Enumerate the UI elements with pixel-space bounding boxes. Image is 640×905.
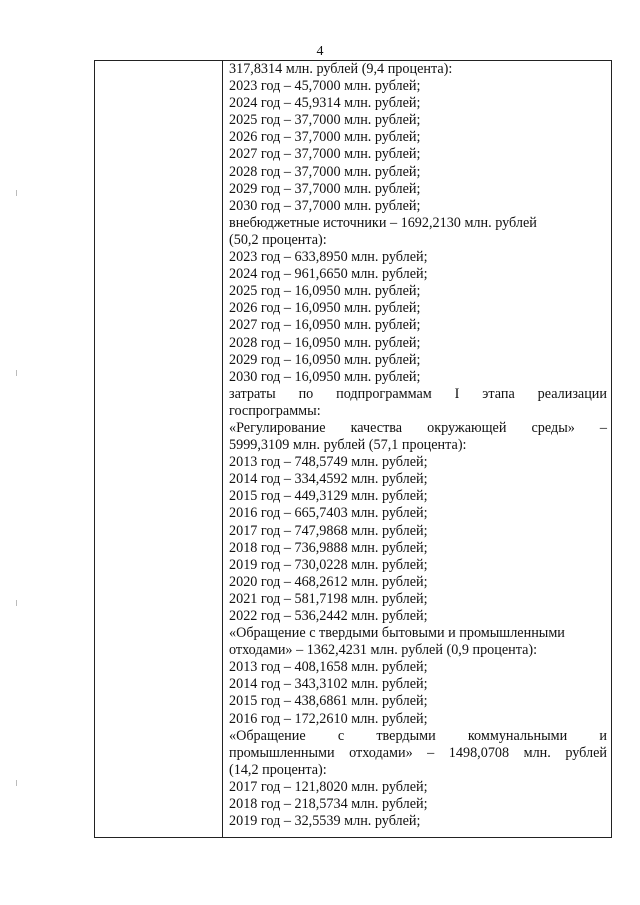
text-line: 2028 год – 37,7000 млн. рублей;: [229, 163, 421, 180]
text-line: 2013 год – 748,5749 млн. рублей;: [229, 454, 428, 471]
text-line: 2019 год – 32,5539 млн. рублей;: [229, 813, 421, 830]
text-line: (14,2 процента):: [229, 761, 327, 778]
text-line: 5999,3109 млн. рублей (57,1 процента):: [229, 437, 467, 454]
column-divider: [222, 60, 223, 838]
text-line: 2029 год – 16,0950 млн. рублей;: [229, 351, 421, 368]
scan-artifact: [16, 600, 17, 606]
text-line: госпрограммы:: [229, 402, 321, 419]
text-line: 2023 год – 45,7000 млн. рублей;: [229, 78, 421, 95]
text-line: 2029 год – 37,7000 млн. рублей;: [229, 180, 421, 197]
text-line: 2023 год – 633,8950 млн. рублей;: [229, 249, 428, 266]
text-line: промышленными отходами» – 1498,0708 млн. рублей: [229, 744, 607, 761]
table-content-cell: [229, 61, 607, 830]
text-line: «Обращение с твердыми коммунальными и: [229, 727, 607, 744]
text-line: 2014 год – 334,4592 млн. рублей;: [229, 471, 428, 488]
text-line: 2025 год – 37,7000 млн. рублей;: [229, 112, 421, 129]
text-line: 2030 год – 37,7000 млн. рублей;: [229, 197, 421, 214]
text-line: 2015 год – 449,3129 млн. рублей;: [229, 488, 428, 505]
text-line: 2015 год – 438,6861 млн. рублей;: [229, 693, 428, 710]
text-line: затраты по подпрограммам I этапа реализации: [229, 385, 607, 402]
text-line: внебюджетные источники – 1692,2130 млн. рублей: [229, 214, 537, 231]
text-line: 2028 год – 16,0950 млн. рублей;: [229, 334, 421, 351]
text-line: 2026 год – 37,7000 млн. рублей;: [229, 129, 421, 146]
text-line: 2024 год – 45,9314 млн. рублей;: [229, 95, 421, 112]
text-line: «Обращение с твердыми бытовыми и промышленными: [229, 625, 565, 642]
text-line: 2018 год – 218,5734 млн. рублей;: [229, 796, 428, 813]
text-line: 2019 год – 730,0228 млн. рублей;: [229, 556, 428, 573]
text-line: 317,8314 млн. рублей (9,4 процента):: [229, 61, 453, 77]
text-line: 2027 год – 37,7000 млн. рублей;: [229, 146, 421, 163]
text-line: 2016 год – 172,2610 млн. рублей;: [229, 710, 428, 727]
text-line: (50,2 процента):: [229, 231, 327, 248]
scan-artifact: [16, 780, 17, 786]
text-line: 2014 год – 343,3102 млн. рублей;: [229, 676, 428, 693]
text-line: 2030 год – 16,0950 млн. рублей;: [229, 368, 421, 385]
text-line: 2020 год – 468,2612 млн. рублей;: [229, 573, 428, 590]
text-line: «Регулирование качества окружающей среды» –: [229, 419, 607, 436]
scan-artifact: [16, 190, 17, 196]
text-line: 2027 год – 16,0950 млн. рублей;: [229, 317, 421, 334]
text-line: 2016 год – 665,7403 млн. рублей;: [229, 505, 428, 522]
text-line: 2017 год – 121,8020 млн. рублей;: [229, 778, 428, 795]
text-line: 2024 год – 961,6650 млн. рублей;: [229, 266, 428, 283]
text-line: 2026 год – 16,0950 млн. рублей;: [229, 300, 421, 317]
text-line: 2017 год – 747,9868 млн. рублей;: [229, 522, 428, 539]
text-line: 2025 год – 16,0950 млн. рублей;: [229, 283, 421, 300]
text-line: 2013 год – 408,1658 млн. рублей;: [229, 659, 428, 676]
scan-artifact: [16, 370, 17, 376]
text-line: 2021 год – 581,7198 млн. рублей;: [229, 590, 428, 607]
text-line: отходами» – 1362,4231 млн. рублей (0,9 процента):: [229, 642, 538, 659]
page-number: 4: [316, 44, 324, 59]
text-line: 2018 год – 736,9888 млн. рублей;: [229, 539, 428, 556]
text-line: 2022 год – 536,2442 млн. рублей;: [229, 608, 428, 624]
